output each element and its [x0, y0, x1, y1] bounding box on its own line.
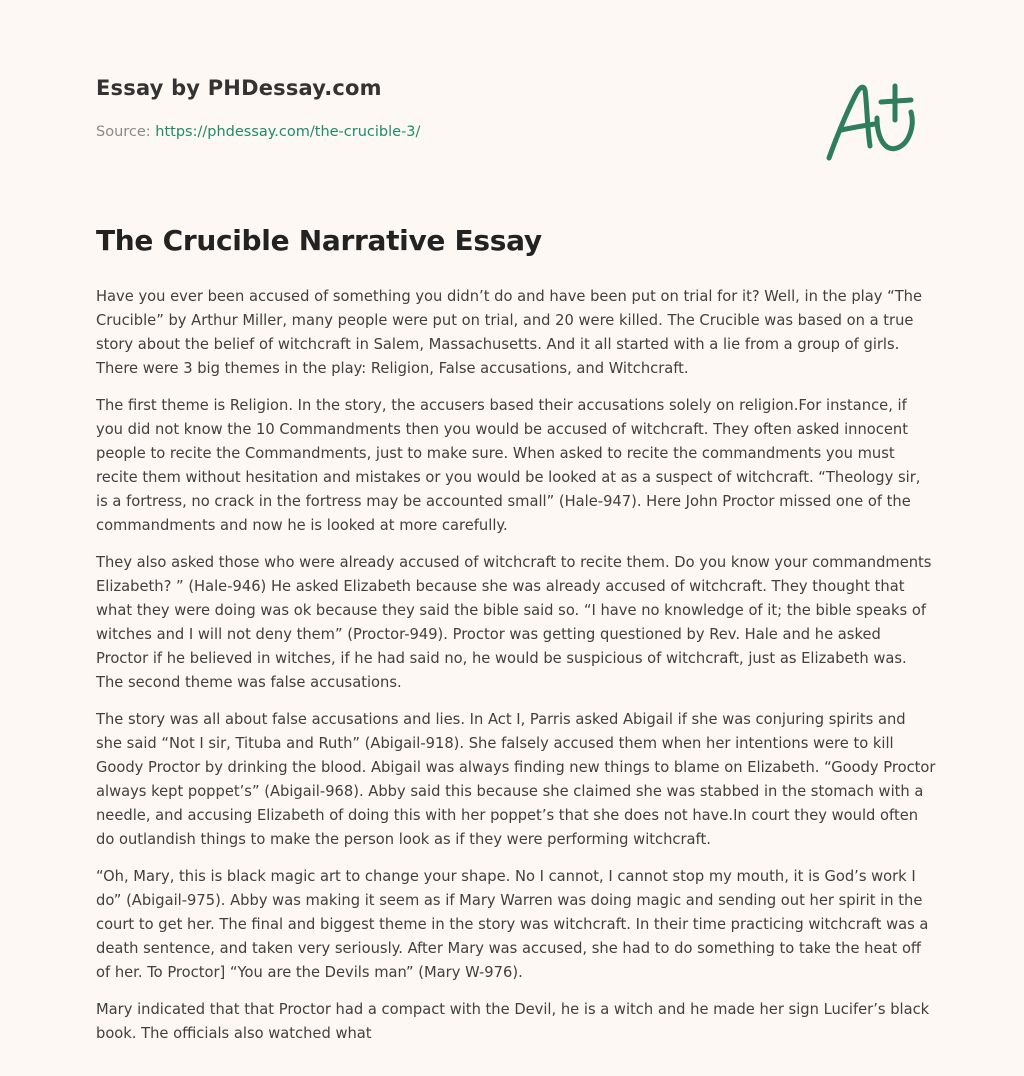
- essay-paragraph: The story was all about false accusations and lies. In Act I, Parris asked Abigail if she was conjuring spirits and she said “Not I sir, Tituba and Ruth” (Abigail-918). She falsely accused them when her intentions were to kill Goody Proctor by drinking the blood. Abigail was always finding new things to blame on Elizabeth. “Goody Proctor always kept poppet’s” (Abigail-968). Abby said this because she claimed she was stabbed in the stomach with a needle, and accusing Elizabeth of doing this with her poppet’s that she does not have.In court they would often do outlandish things to make the person look as if they were performing witchcraft.: [96, 711, 936, 848]
- essay-paragraph: Have you ever been accused of something you didn’t do and have been put on trial for it? Well, in the play “The Crucible” by Arthur Miller, many people were put on trial, and 20 were killed. The Crucible was based on a true story about the belief of witchcraft in Salem, Massachusetts. And it all started with a lie from a group of girls. There were 3 big themes in the play: Religion, False accusations, and Witchcraft.: [96, 288, 923, 377]
- essay-paragraph: They also asked those who were already accused of witchcraft to recite them. Do you know your commandments Elizabeth? ” (Hale-946) He asked Elizabeth because she was already accused of witchcraft. They thought that what they were doing was ok because they said the bible said so. “I have no knowledge of it; the bible speaks of witches and I will not deny them” (Proctor-949). Proctor was getting questioned by Rev. Hale and he asked Proctor if he believed in witches, if he had said no, he would be suspicious of witchcraft, just as Elizabeth was. The second theme was false accusations.: [96, 554, 932, 691]
- essay-title: The Crucible Narrative Essay: [96, 224, 542, 257]
- essay-paragraph: “Oh, Mary, this is black magic art to change your shape. No I cannot, I cannot stop my mouth, it is God’s work I do” (Abigail-975). Abby was making it seem as if Mary Warren was doing magic and sending out her spirit in the court to get her. The final and biggest theme in the story was witchcraft. In their time practicing witchcraft was a death sentence, and taken very seriously. After Mary was accused, she had to do something to take the heat off of her. To Proctor] “You are the Devils man” (Mary W-976).: [96, 868, 929, 981]
- source-line: [96, 124, 420, 140]
- source-label: Source:: [96, 124, 151, 140]
- essay-body: [96, 285, 936, 1059]
- site-title: Essay by PHDessay.com: [96, 76, 382, 100]
- essay-paragraph: The first theme is Religion. In the story, the accusers based their accusations solely on religion.For instance, if you did not know the 10 Commandments then you would be accused of witchcraft. They often asked innocent people to recite the Commandments, just to make sure. When asked to recite the commandments you must recite them without hesitation and mistakes or you would be looked at as a suspect of witchcraft. “Theology sir, is a fortress, no crack in the fortress may be accounted small” (Hale-947). Here John Proctor missed one of the commandments and now he is looked at more carefully.: [96, 397, 921, 534]
- essay-paragraph: Mary indicated that that Proctor had a compact with the Devil, he is a witch and he made her sign Lucifer’s black book. The officials also watched what: [96, 1001, 930, 1042]
- source-link[interactable]: https://phdessay.com/the-crucible-3/: [155, 124, 421, 140]
- a-plus-logo-icon: [823, 68, 923, 164]
